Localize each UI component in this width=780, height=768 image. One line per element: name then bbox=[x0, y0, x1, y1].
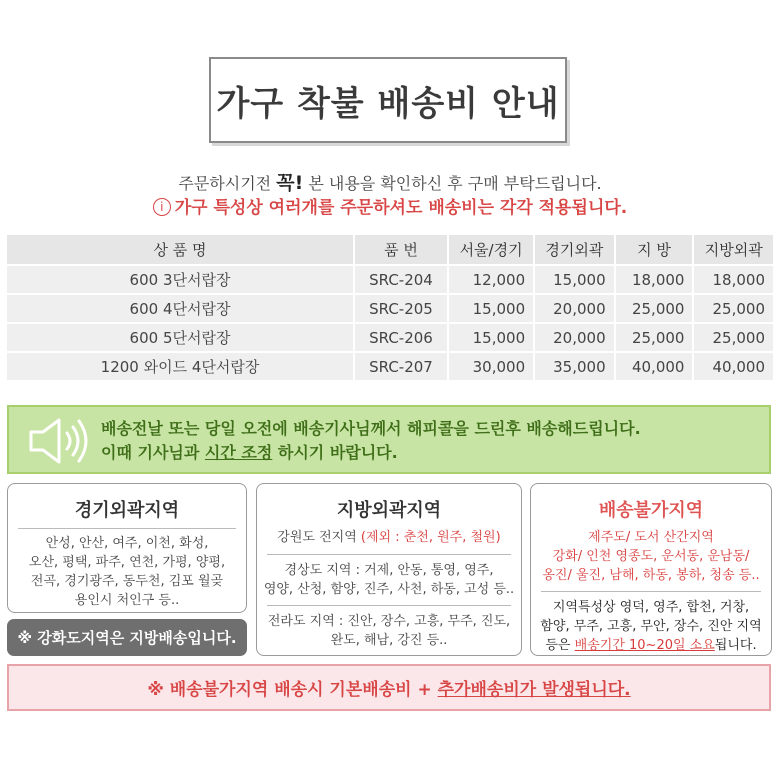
time-adjust-emphasis: 시간 조정 bbox=[204, 443, 273, 462]
header-local: 지 방 bbox=[614, 235, 693, 264]
region-line: 안성, 안산, 여주, 이천, 화성, bbox=[45, 536, 209, 551]
gyeonggi-outer-title: 경기외곽지역 bbox=[74, 500, 180, 521]
undeliverable-line: 옹진/ 울진, 남해, 하동, 봉하, 청송 등.. bbox=[542, 568, 760, 583]
fee-gyeonggi-outer: 20,000 bbox=[533, 324, 613, 351]
fee-seoul-gyeonggi: 30,000 bbox=[447, 353, 533, 380]
title-box bbox=[209, 57, 567, 143]
fee-local: 40,000 bbox=[614, 353, 693, 380]
notice-line-1: 주문하시기전 꼭! 본 내용을 확인하신 후 구매 부탁드립니다. bbox=[178, 172, 602, 194]
header-product-code: 품 번 bbox=[353, 235, 447, 264]
fee-gyeonggi-outer: 35,000 bbox=[533, 353, 613, 380]
undeliverable-line: 제주도/ 도서 산간지역 bbox=[588, 530, 714, 545]
shipping-fee-table bbox=[7, 233, 773, 382]
fee-gyeonggi-outer: 15,000 bbox=[533, 266, 613, 293]
product-name: 1200 와이드 4단서랍장 bbox=[7, 353, 353, 380]
delivery-notice-line-2: 이때 기사님과 시간 조정 하시기 바랍니다. bbox=[101, 443, 398, 462]
product-code: SRC-207 bbox=[353, 353, 447, 380]
undeliverable-line: 강화/ 인천 영종도, 운서동, 운남동/ bbox=[552, 549, 750, 564]
product-name: 600 4단서랍장 bbox=[7, 295, 353, 322]
fee-local: 18,000 bbox=[614, 266, 693, 293]
product-code: SRC-206 bbox=[353, 324, 447, 351]
table-header-row bbox=[7, 235, 773, 264]
local-outer-title: 지방외곽지역 bbox=[336, 500, 442, 521]
extra-fee-notice: ※ 배송불가지역 배송시 기본배송비 + 추가배송비가 발생됩니다. bbox=[7, 664, 771, 711]
header-seoul-gyeonggi: 서울/경기 bbox=[447, 235, 533, 264]
table-row bbox=[7, 353, 773, 380]
delivery-notice-line-1: 배송전날 또는 당일 오전에 배송기사님께서 해피콜을 드린후 배송해드립니다. bbox=[101, 419, 641, 438]
long-delivery-line: 등은 배송기간 10~20일 소요됩니다. bbox=[545, 638, 757, 653]
jeolla-line: 완도, 해남, 강진 등.. bbox=[330, 633, 448, 648]
fee-local-outer: 25,000 bbox=[692, 295, 773, 322]
fee-local-outer: 25,000 bbox=[692, 324, 773, 351]
gyeongsang-line: 경상도 지역 : 거제, 안동, 통영, 영주, bbox=[284, 563, 494, 578]
undeliverable-title: 배송불가지역 bbox=[598, 500, 704, 521]
product-name: 600 5단서랍장 bbox=[7, 324, 353, 351]
undeliverable-region-card bbox=[530, 483, 772, 656]
region-line: 용인시 처인구 등.. bbox=[74, 593, 180, 608]
product-name: 600 3단서랍장 bbox=[7, 266, 353, 293]
fee-local: 25,000 bbox=[614, 324, 693, 351]
gangwon-line: 강원도 전지역 (제외 : 춘천, 원주, 철원) bbox=[277, 530, 501, 545]
delivery-call-notice bbox=[7, 405, 771, 474]
header-local-outer: 지방외곽 bbox=[692, 235, 773, 264]
ganghwa-note: ※ 강화도지역은 지방배송입니다. bbox=[7, 619, 247, 656]
gyeonggi-outer-region-card bbox=[7, 483, 247, 613]
region-line: 전곡, 경기광주, 동두천, 김포 월곶 bbox=[30, 574, 224, 589]
fee-local: 25,000 bbox=[614, 295, 693, 322]
jeolla-line: 전라도 지역 : 진안, 장수, 고흥, 무주, 진도, bbox=[267, 614, 511, 629]
gangwon-exception: (제외 : 춘천, 원주, 철원) bbox=[360, 530, 501, 545]
fee-seoul-gyeonggi: 15,000 bbox=[447, 295, 533, 322]
delivery-period-emphasis: 배송기간 10~20일 소요 bbox=[574, 638, 715, 653]
page-title: 가구 착불 배송비 안내 bbox=[216, 83, 560, 124]
long-delivery-line: 함양, 무주, 고흥, 무안, 장수, 진안 지역 bbox=[540, 619, 762, 634]
region-line: 오산, 평택, 파주, 연천, 가평, 양평, bbox=[28, 555, 226, 570]
product-code: SRC-205 bbox=[353, 295, 447, 322]
table-row bbox=[7, 324, 773, 351]
header-product-name: 상 품 명 bbox=[7, 235, 353, 264]
fee-seoul-gyeonggi: 15,000 bbox=[447, 324, 533, 351]
table-row bbox=[7, 266, 773, 293]
speaker-icon bbox=[27, 415, 97, 467]
local-outer-region-card bbox=[256, 483, 522, 656]
fee-local-outer: 40,000 bbox=[692, 353, 773, 380]
table-row bbox=[7, 295, 773, 322]
fee-gyeonggi-outer: 20,000 bbox=[533, 295, 613, 322]
extra-fee-emphasis: 추가배송비가 발생됩니다. bbox=[437, 680, 631, 700]
notice-line-2: i 가구 특성상 여러개를 주문하셔도 배송비는 각각 적용됩니다. bbox=[0, 193, 780, 218]
header-gyeonggi-outer: 경기외곽 bbox=[533, 235, 613, 264]
product-code: SRC-204 bbox=[353, 266, 447, 293]
fee-seoul-gyeonggi: 12,000 bbox=[447, 266, 533, 293]
delivery-notice-text bbox=[101, 417, 641, 465]
info-icon: i bbox=[153, 198, 171, 216]
fee-local-outer: 18,000 bbox=[692, 266, 773, 293]
gyeongsang-line: 영양, 산청, 함양, 진주, 사천, 하동, 고성 등.. bbox=[263, 582, 515, 597]
notice-emphasis: 꼭! bbox=[276, 172, 304, 194]
long-delivery-line: 지역특성상 영덕, 영주, 합천, 거창, bbox=[552, 600, 750, 615]
